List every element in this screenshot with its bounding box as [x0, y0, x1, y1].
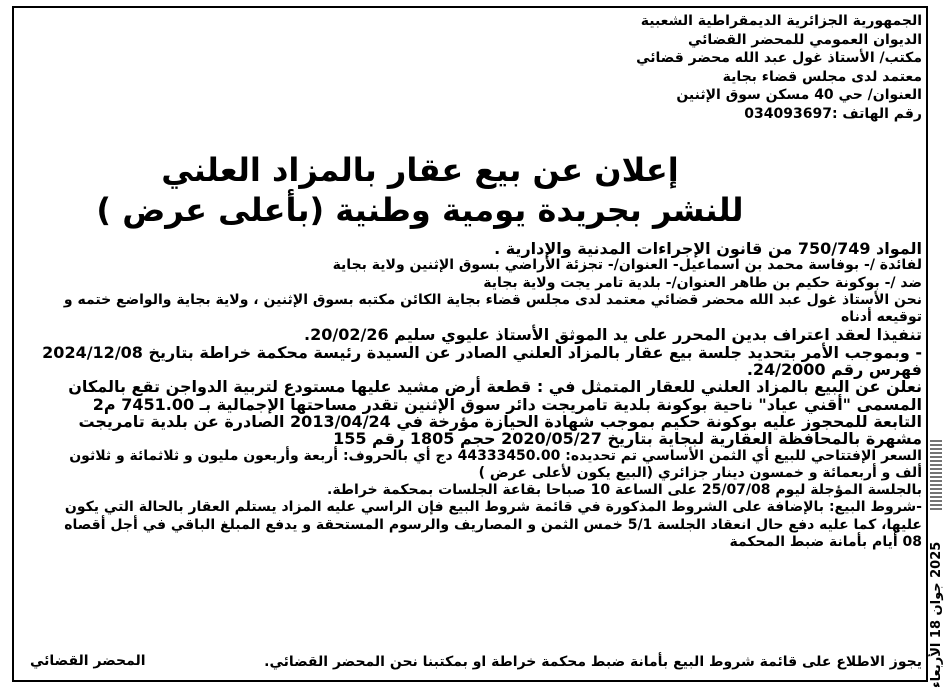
header-office: الديوان العمومي للمحضر القضائي	[687, 31, 922, 48]
body-property: نعلن عن البيع بالمزاد العلني للعقار المتمثل في : قطعة أرض مشيد عليها مستودع لتربية الدواجن تقع بالمكان المسمى "أقني عياد" ناحية بوكونة بلدية تامريجت دائر سوق الإثنين تقدر مساحتها الإجمالية بـ 7451.00 م2 التابعة للمحجوز عليه بوكونة حكيم بموجب شهادة الحيازة مؤرخة في 2013/04/24 الصادرة عن بلدية تامريجت مشهرة بالمحافظة العقارية لبجاية بتاريخ 2020/05/27 حجم 1805 رقم 155	[68, 377, 922, 449]
body-bailiff-statement: نحن الأستاذ غول عبد الله محضر قضائي معتمد لدى مجلس قضاء بجاية الكائن مكتبه بسوق الإثنين ، ولاية بجاية والواضع ختمه و توقيعه أدناه	[63, 291, 922, 326]
header-republic: الجمهورية الجزائرية الديمقراطية الشعبية	[640, 13, 922, 29]
notice-header	[402, 12, 922, 123]
body-order: - وبموجب الأمر بتحديد جلسة بيع عقار بالمزاد العلني الصادر عن السيدة رئيسة محكمة خراطة بتاريخ 2024/12/08 فهرس رقم 24/2000.	[42, 342, 922, 380]
side-barcode	[930, 440, 942, 510]
header-phone: رقم الهاتف :034093697	[744, 105, 922, 122]
title-line-1: إعلان عن بيع عقار بالمزاد العلني	[161, 151, 679, 189]
body-execution: تنفيذا لعقد اعتراف بدين المحرر على يد الموثق الأستاذ عليوي سليم 20/02/26.	[304, 325, 922, 345]
title-line-2: للنشر بجريدة يومية وطنية (بأعلى عرض )	[96, 191, 744, 229]
body-conditions: -شروط البيع: بالإضافة على الشروط المذكورة في قائمة شروط البيع فإن الراسي عليه المزاد يستلم العقار بالحالة التي يكون عليها، كما عليه دفع حال انعقاد الجلسة 5/1 خمس الثمن و المصاريف والرسوم المستحقة و يدفع المبلغ الباقي في أجل أقصاه 08 أيام بأمانة ضبط المحكمة	[64, 499, 922, 551]
header-accreditation: معتمد لدى مجلس قضاء بجاية	[722, 68, 922, 85]
signature-label: المحضر القضائي	[30, 653, 146, 669]
header-address: العنوان/ حي 40 مسكن سوق الإثنين	[676, 87, 922, 103]
side-date: 2025 جوان 18 الأربعاء	[929, 541, 944, 688]
footer-note: يجوز الاطلاع على قائمة شروط البيع بأمانة ضبط محكمة خراطة او بمكتبنا نحن المحضر القضائي.	[264, 654, 922, 670]
notice-footer	[42, 653, 922, 671]
body-beneficiary: لفائدة /- بوفاسة محمد بن اسماعيل- العنوان/- تجزئة الأراضي بسوق الإثنين ولاية بجاية	[332, 257, 922, 274]
body-price: السعر الإفتتاحي للبيع أي الثمن الأساسي تم تحديده: 44333450.00 دج أي بالحروف: أربعة وأربعون مليون و ثلاثمائة و ثلاثون ألف و أربعمائة و خمسون دينار جزائري (البيع يكون لأعلى عرض )	[69, 447, 922, 481]
body-against: ضد /- بوكونة حكيم بن طاهر العنوان/- بلدية تامر يجت ولاية بجاية	[483, 274, 922, 291]
body-session: بالجلسة المؤجلة ليوم 25/07/08 على الساعة 10 صباحا بقاعة الجلسات بمحكمة خراطة.	[327, 482, 922, 499]
notice-title	[60, 150, 780, 230]
header-bailiff: مكتب/ الأستاذ غول عبد الله محضر قضائي	[636, 50, 922, 66]
notice-body	[42, 240, 922, 551]
signature	[30, 653, 146, 669]
body-articles: المواد 750/749 من قانون الإجراءات المدنية والإدارية .	[494, 239, 922, 258]
